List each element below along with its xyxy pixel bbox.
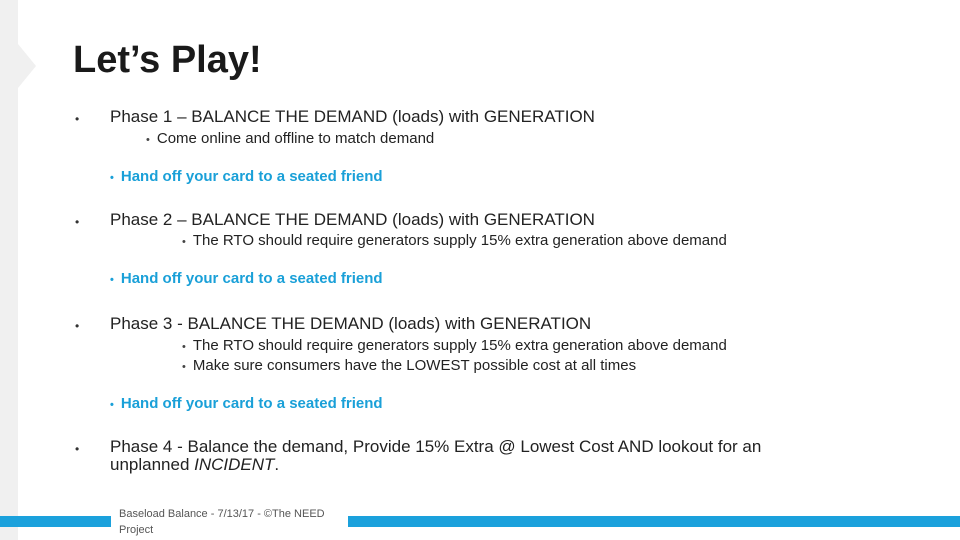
phase-2-handoff [110,271,383,288]
phase-1-sub-1-text: Come online and offline to match demand [156,130,435,147]
phase-3-sub-2-text: Make sure consumers have the LOWEST possible cost at all times [192,357,637,374]
phase-2-label: Phase 2 – BALANCE THE DEMAND (loads) with GENERATION [110,210,595,229]
phase-4-incident-emphasis: INCIDENT [194,455,275,474]
sub-bullet: • [146,134,150,146]
phase-1-sub-1 [146,131,434,148]
phase-2-handoff-text: Hand off your card to a seated friend [120,270,383,287]
sub-bullet: • [182,236,186,248]
bullet-phase-3: • [75,319,80,333]
slide-title: Let’s Play! [73,39,262,81]
sub-bullet: • [182,341,186,353]
phase-4-line-2-suffix: . [274,455,280,474]
bullet-phase-2: • [75,215,80,229]
footer-bar-left [0,516,111,527]
phase-3-sub-1-text: The RTO should require generators supply 15% extra generation above demand [192,337,727,354]
footer-text: Baseload Balance - 7/13/17 - ©The NEED Project [119,508,325,536]
phase-2-sub-1-text: The RTO should require generators supply 15% extra generation above demand [192,232,727,249]
handoff-bullet: • [110,399,114,411]
phase-1-handoff-text: Hand off your card to a seated friend [120,168,383,185]
phase-3-sub-1 [182,338,727,355]
phase-3-handoff [110,396,383,413]
phase-3-handoff-text: Hand off your card to a seated friend [120,395,383,412]
phase-2-sub-1 [182,233,727,250]
bullet-phase-1: • [75,112,80,126]
phase-4-label-line-1: Phase 4 - Balance the demand, Provide 15% Extra @ Lowest Cost AND lookout for an [110,437,762,456]
footer-bar-right [348,516,960,527]
phase-4-line-2-prefix: unplanned [110,455,195,474]
phase-1-label: Phase 1 – BALANCE THE DEMAND (loads) with GENERATION [110,107,595,126]
handoff-bullet: • [110,172,114,184]
bullet-phase-4: • [75,442,80,456]
phase-3-label: Phase 3 - BALANCE THE DEMAND (loads) with GENERATION [110,314,592,333]
phase-1-handoff [110,169,383,186]
sub-bullet: • [182,361,186,373]
side-strip [0,0,18,540]
phase-3-sub-2 [182,358,636,375]
side-tab [18,44,36,88]
phase-4-label-line-2 [110,456,279,475]
handoff-bullet: • [110,274,114,286]
